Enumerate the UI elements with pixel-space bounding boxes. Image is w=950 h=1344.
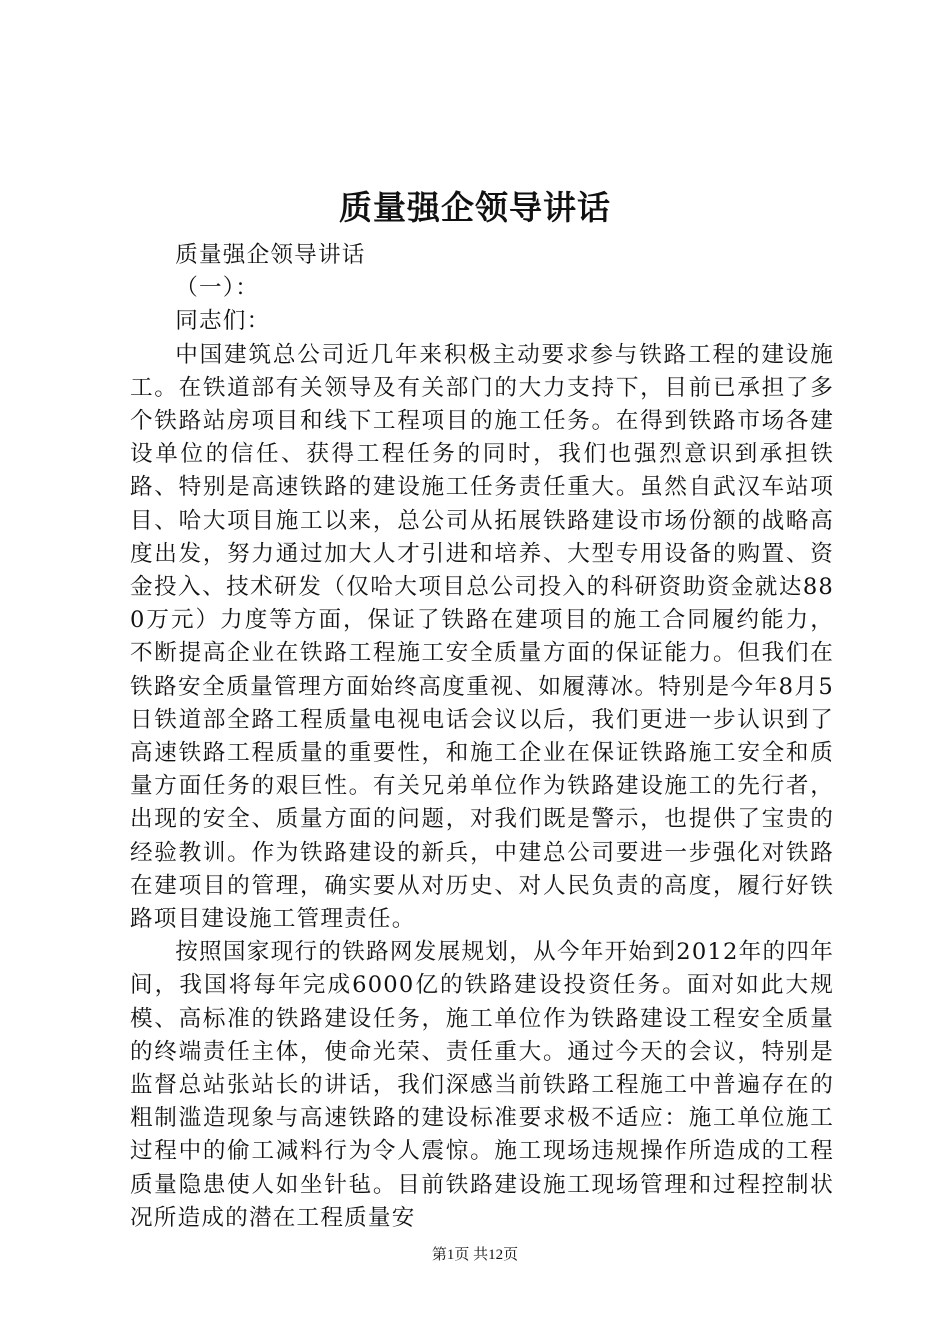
- document-title: 质量强企领导讲话: [339, 188, 611, 227]
- body-paragraph: 中国建筑总公司近几年来积极主动要求参与铁路工程的建设施工。在铁道部有关领导及有关部门的大力支持下，目前已承担了多个铁路站房项目和线下工程项目的施工任务。在得到铁路市场各建设单位的信任、获得工程任务的同时，我们也强烈意识到承担铁路、特别是高速铁路的建设施工任务责任重大。虽然自武汉车站项目、哈大项目施工以来，总公司从拓展铁路建设市场份额的战略高度出发，努力通过加大人才引进和培养、大型专用设备的购置、资金投入、技术研发（仅哈大项目总公司投入的科研资助资金就达880万元）力度等方面，保证了铁路在建项目的施工合同履约能力，不断提高企业在铁路工程施工安全质量方面的保证能力。但我们在铁路安全质量管理方面始终高度重视、如履薄冰。特别是今年8月5日铁道部全路工程质量电视电话会议以后，我们更进一步认识到了高速铁路工程质量的重要性，和施工企业在保证铁路施工安全和质量方面任务的艰巨性。有关兄弟单位作为铁路建设施工的先行者，出现的安全、质量方面的问题，对我们既是警示，也提供了宝贵的经验教训。作为铁路建设的新兵，中建总公司要进一步强化对铁路在建项目的管理，确实要从对历史、对人民负责的高度，履行好铁路项目建设施工管理责任。: [130, 341, 834, 933]
- document-body: [130, 239, 834, 1235]
- salutation-paragraph: 同志们：: [175, 308, 271, 335]
- page-footer: [0, 1244, 950, 1266]
- body-paragraph: 按照国家现行的铁路网发展规划，从今年开始到2012年的四年间，我国将每年完成6000亿的铁路建设投资任务。面对如此大规模、高标准的铁路建设任务，施工单位作为铁路建设工程安全质量的终端责任主体，使命光荣、责任重大。通过今天的会议，特别是监督总站张站长的讲话，我们深感当前铁路工程施工中普遍存在的粗制滥造现象与高速铁路的建设标准要求极不适应：施工单位施工过程中的偷工减料行为令人震惊。施工现场违规操作所造成的工程质量隐患使人如坐针毡。目前铁路建设施工现场管理和过程控制状况所造成的潜在工程质量安: [130, 939, 834, 1231]
- total-pages: 共12页: [473, 1247, 519, 1263]
- page-number: 第1页: [431, 1247, 470, 1263]
- section-number-paragraph: （一）：: [175, 275, 260, 302]
- subtitle-paragraph: 质量强企领导讲话: [175, 242, 366, 268]
